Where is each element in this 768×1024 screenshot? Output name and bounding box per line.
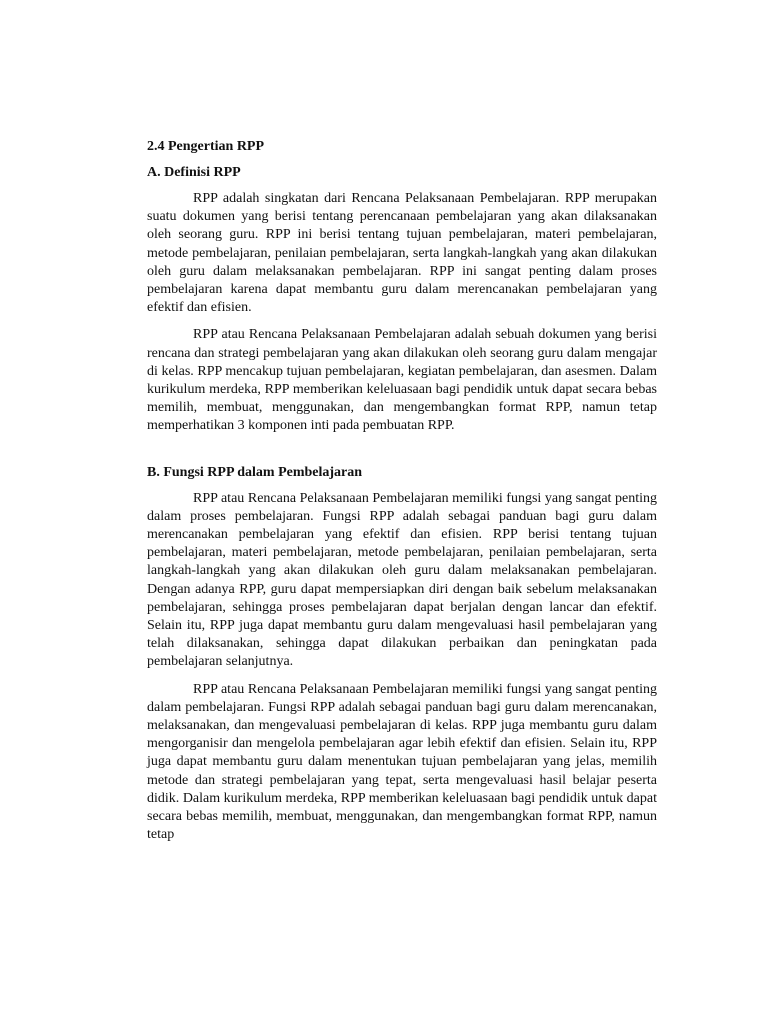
- section-title: 2.4 Pengertian RPP: [147, 139, 265, 154]
- paragraph-b1: RPP atau Rencana Pelaksanaan Pembelajaran memiliki fungsi yang sangat penting dalam proses pembelajaran. Fungsi RPP adalah sebagai panduan bagi guru dalam merencanakan pembelajaran yang efektif dan efisien. RPP berisi tentang tujuan pembelajaran, materi pembelajaran, metode pembelajaran, penilaian pembelajaran, serta langkah-langkah yang akan dilakukan oleh guru dalam melaksanakan pembelajaran. Dengan adanya RPP, guru dapat mempersiapkan diri dengan baik sebelum melaksanakan pembelajaran, sehingga proses pembelajaran dapat berjalan dengan lancar dan efektif. Selain itu, RPP juga dapat membantu guru dalam mengevaluasi hasil pembelajaran yang telah dilaksanakan, sehingga dapat dilakukan perbaikan dan peningkatan pada pembelajaran selanjutnya.: [147, 490, 657, 670]
- document-page: [147, 138, 657, 854]
- subsection-b-title: B. Fungsi RPP dalam Pembelajaran: [147, 464, 363, 480]
- paragraph-a1: RPP adalah singkatan dari Rencana Pelaksanaan Pembelajaran. RPP merupakan suatu dokumen yang berisi tentang perencanaan pembelajaran yang akan dilaksanakan oleh seorang guru. RPP ini berisi tentang tujuan pembelajaran, materi pembelajaran, metode pembelajaran, penilaian pembelajaran, serta langkah-langkah yang akan dilakukan oleh guru dalam melaksanakan pembelajaran. RPP ini sangat penting dalam proses pembelajaran karena dapat membantu guru dalam merencanakan pembelajaran yang efektif dan efisien.: [147, 191, 657, 316]
- paragraph-a2: RPP atau Rencana Pelaksanaan Pembelajaran adalah sebuah dokumen yang berisi rencana dan strategi pembelajaran yang akan dilakukan oleh seorang guru dalam mengajar di kelas. RPP mencakup tujuan pembelajaran, kegiatan pembelajaran, dan asesmen. Dalam kurikulum merdeka, RPP memberikan keleluasaan bagi pendidik untuk dapat secara bebas memilih, membuat, menggunakan, dan mengembangkan format RPP, namun tetap memperhatikan 3 komponen inti pada pembuatan RPP.: [147, 327, 657, 434]
- subsection-a-title: A. Definisi RPP: [147, 165, 241, 180]
- paragraph-b2: RPP atau Rencana Pelaksanaan Pembelajaran memiliki fungsi yang sangat penting dalam pembelajaran. Fungsi RPP adalah sebagai panduan bagi guru dalam merencanakan, melaksanakan, dan mengevaluasi pembelajaran di kelas. RPP juga membantu guru dalam mengorganisir dan mengelola pembelajaran agar lebih efektif dan efisien. Selain itu, RPP juga dapat membantu guru dalam menentukan tujuan pembelajaran yang jelas, memilih metode dan strategi pembelajaran yang tepat, serta mengevaluasi hasil belajar peserta didik. Dalam kurikulum merdeka, RPP memberikan keleluasaan bagi pendidik untuk dapat secara bebas memilih, membuat, menggunakan, dan mengembangkan format RPP, namun tetap: [147, 681, 657, 843]
